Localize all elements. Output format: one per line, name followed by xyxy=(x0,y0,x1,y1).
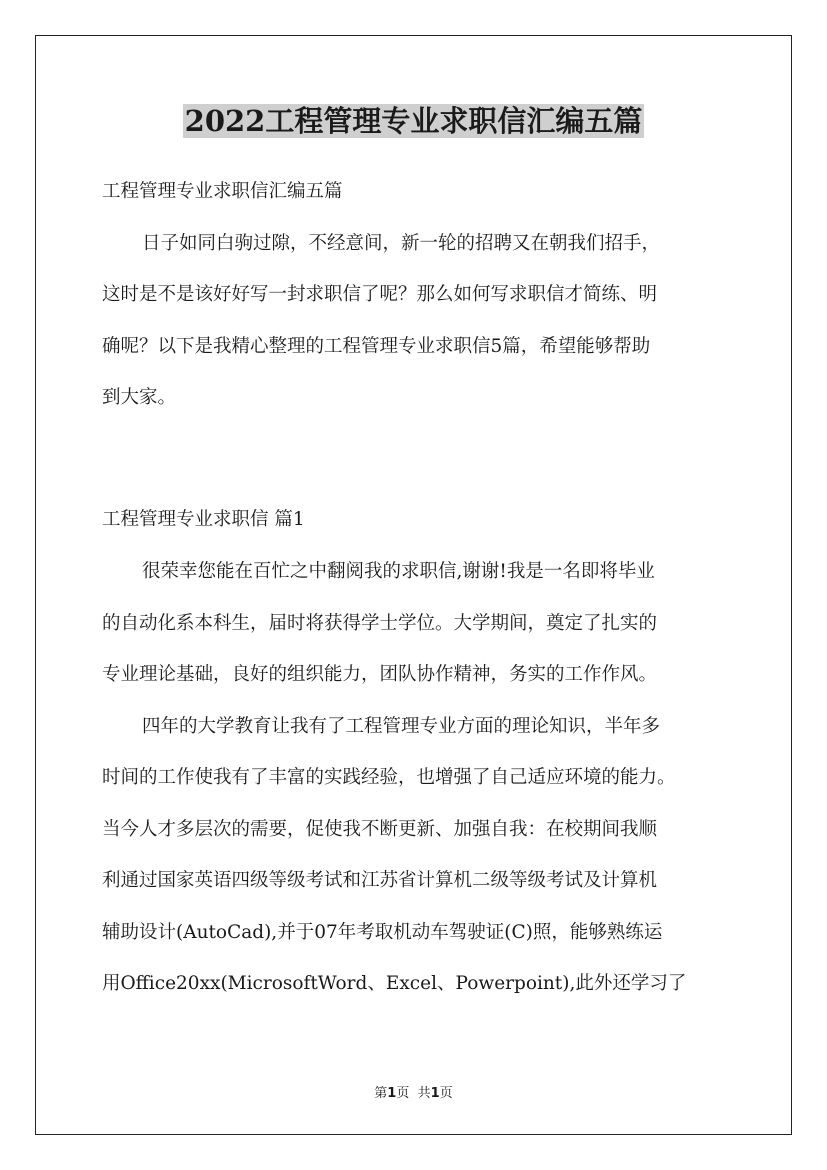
section-1-line-2: 的自动化系本科生，届时将获得学士学位。大学期间，奠定了扎实的 xyxy=(102,612,658,634)
section-1-body xyxy=(102,546,732,1010)
footer-total-pages: 1 xyxy=(430,1086,440,1101)
footer-total-unit: 页 xyxy=(439,1086,453,1101)
document-title-text: 2022工程管理专业求职信汇编五篇 xyxy=(184,104,643,138)
document-title xyxy=(0,101,827,141)
intro-line-3: 确呢？以下是我精心整理的工程管理专业求职信5篇，希望能够帮助 xyxy=(102,335,651,357)
intro-line-4: 到大家。 xyxy=(102,387,177,408)
section-1-line-3: 专业理论基础，良好的组织能力，团队协作精神，务实的工作作风。 xyxy=(102,664,658,685)
section-1-line-6: 当今人才多层次的需要，促使我不断更新、加强自我：在校期间我顺 xyxy=(102,818,658,840)
footer-prefix: 第 xyxy=(374,1086,388,1101)
intro-line-1: 日子如同白驹过隙，不经意间，新一轮的招聘又在朝我们招手， xyxy=(142,232,661,254)
page-footer xyxy=(0,1082,827,1101)
intro-line-2: 这时是不是该好好写一封求职信了呢？那么如何写求职信才简练、明 xyxy=(102,284,658,305)
footer-page-unit: 页 xyxy=(396,1086,410,1101)
section-1-line-4: 四年的大学教育让我有了工程管理专业方面的理论知识，半年多 xyxy=(142,715,661,737)
document-subtitle: 工程管理专业求职信汇编五篇 xyxy=(102,181,343,202)
section-1-line-1: 很荣幸您能在百忙之中翻阅我的求职信,谢谢!我是一名即将毕业 xyxy=(142,561,655,582)
intro-section xyxy=(102,166,732,424)
section-1-line-8: 辅助设计(AutoCad),并于07年考取机动车驾驶证(C)照，能够熟练运 xyxy=(102,921,663,943)
footer-page-number: 1 xyxy=(387,1086,397,1101)
section-1-line-7: 利通过国家英语四级等级考试和江苏省计算机二级等级考试及计算机 xyxy=(102,870,658,891)
section-1-line-9: 用Office20xx(MicrosoftWord、Excel、Powerpoint),此外还学习了 xyxy=(102,973,687,994)
section-1-heading: 工程管理专业求职信 篇1 xyxy=(102,509,305,530)
section-1-line-5: 时间的工作使我有了丰富的实践经验，也增强了自己适应环境的能力。 xyxy=(102,767,676,788)
footer-total-prefix: 共 xyxy=(417,1086,431,1101)
